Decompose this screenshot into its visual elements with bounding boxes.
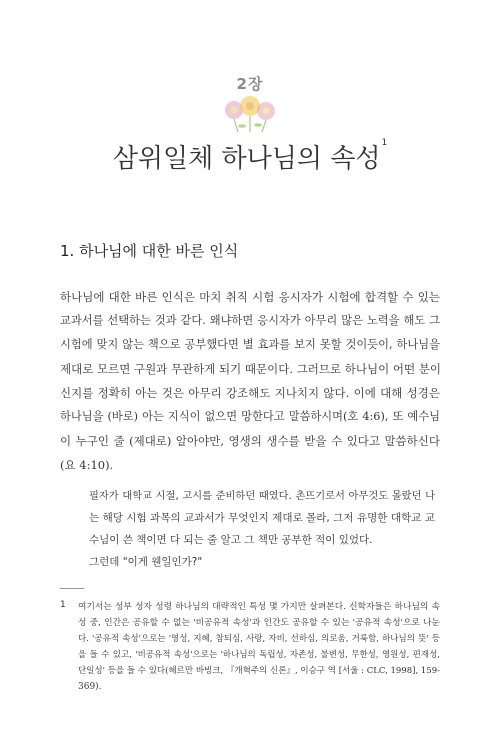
flower-center	[240, 96, 260, 116]
footnote-line: 여기서는 성부 성자 성령 하나님의 대략적인 특성 몇 가지만 살펴본다. 신학자들은 하나님의 속	[78, 602, 440, 612]
footnote-line: 다. '공유적 속성'으로는 '영성, 지혜, 참되심, 사랑, 자비, 선하심, 의로움, 거룩함, 하나님의 뜻' 등	[78, 634, 440, 644]
body-line: 교과서를 선택하는 것과 같다. 왜냐하면 응시자가 아무리 많은 노력을 해도 그	[60, 314, 440, 327]
quote-line: 그런데 "이게 웬일인가?"	[89, 556, 203, 568]
quote-line: 필자가 대학교 시절, 고시를 준비하던 때였다. 촌뜨기로서 아무것도 몰랐던 나	[89, 490, 435, 502]
body-line: 하나님에 대한 바른 인식은 마치 취직 시험 응시자가 시험에 합격할 수 있는	[60, 290, 440, 304]
body-line: 이 누구인 줄 (제대로) 알아야만, 영생의 생수를 받을 수 있다고 말씀하신다	[60, 434, 440, 448]
chapter-label: 2장	[236, 75, 264, 93]
footnote-divider	[60, 588, 84, 589]
body-line: 시험에 맞지 않는 책으로 공부했다면 별 효과를 보지 못할 것이듯이, 하나님을	[60, 338, 440, 351]
title-footnote-mark[interactable]: 1	[381, 138, 388, 148]
footnote-line: 369).	[78, 682, 102, 692]
body-line: 하나님을 (바로) 아는 지식이 없으면 망한다고 말씀하시며(호 4:6), 또 예수님	[60, 410, 440, 423]
body-line: (요 4:10).	[60, 458, 114, 472]
section-heading: 1. 하나님에 대한 바른 인식	[60, 242, 239, 260]
footnote-line: 성 중, 인간은 공유할 수 없는 '비공유적 속성'과 인간도 공유할 수 있는 '공유적 속성'으로 나눈	[78, 618, 440, 628]
flower-illustration	[218, 92, 282, 132]
body-line: 제대로 모르면 구원과 무관하게 되기 때문이다. 그러므로 하나님이 어떤 분이	[60, 362, 441, 376]
quote-line: 는 해당 시험 과목의 교과서가 무엇인지 제대로 몰라, 그저 유명한 대학교 교	[89, 512, 435, 524]
footnote-line: 단일성' 등을 들 수 있다(헤르만 바빙크, 『개혁주의 신론』, 이승구 역 [서울 : CLC, 1998], 159-	[78, 666, 440, 676]
quote-line: 수님이 쓴 책이면 다 되는 줄 알고 그 책만 공부한 적이 있었다.	[89, 534, 373, 546]
footnote-line: 을 들 수 있고, '비공유적 속성'으로는 '하나님의 독립성, 자존성, 불변성, 무한성, 영원성, 편재성,	[78, 650, 440, 660]
footnote-number: 1	[60, 600, 66, 610]
body-line: 신지를 정확히 아는 것은 아무리 강조해도 지나치지 않다. 이에 대해 성경은	[60, 386, 440, 400]
chapter-title	[0, 138, 500, 175]
chapter-title-text: 삼위일체 하나님의 속성	[112, 144, 381, 174]
flower-right	[257, 102, 275, 120]
